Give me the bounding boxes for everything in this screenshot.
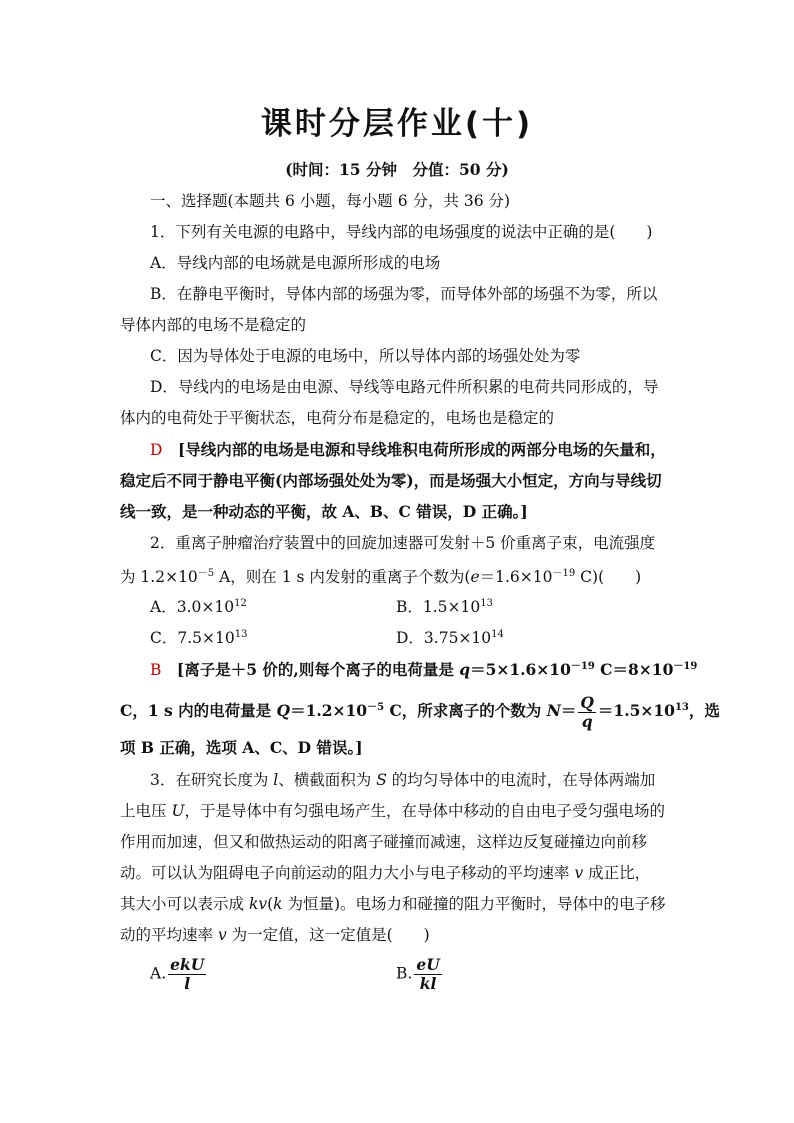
q2-explanation-line1: B [离子是＋5 价的,则每个离子的电荷量是 $q=5\times 1.6\times 10^{-19}$ $C=8\times 10^{-19}$ (150, 660, 698, 680)
q1-exp1: [导线内部的电场是电源和导线堆积电荷所形成的两部分电场的矢量和， (177, 440, 666, 459)
q2-option-a: A．$3.0\times 10^{12}$ (150, 597, 247, 616)
q1-stem: 1．下列有关电源的电路中，导线内部的电场强度的说法中正确的是( ) (150, 223, 653, 241)
q1-option-d-line2: 体内的电荷处于平衡状态，电荷分布是稳定的，电场也是稳定的 (120, 409, 555, 427)
q1-answer: D (150, 441, 163, 459)
page-title: 课时分层作业(十) (260, 106, 534, 142)
q3-stem-line4: 动。可以认为阻碍电子向前运动的阻力大小与电子移动的平均速率 v 成正比， (120, 864, 651, 882)
q3-option-a: A. $\frac{\text{ekU}}{l}$ (150, 955, 205, 993)
q2-stem-line1: 2．重离子肿瘤治疗装置中的回旋加速器可发射＋5 价重离子束，电流强度 (150, 534, 656, 552)
section-heading: 一、选择题(本题共 6 小题，每小题 6 分，共 36 分) (150, 192, 511, 210)
q1-explanation-line3: 线一致，是一种动态的平衡，故 A、B、C 错误，D 正确。] (120, 502, 528, 521)
q1-option-a: A．导线内部的电场就是电源所形成的电场 (150, 254, 441, 272)
q1-explanation-line1 (150, 440, 710, 460)
q3-option-b: B. $\frac{eU}{kl}$ (396, 955, 440, 993)
q2-option-c: C．$7.5\times 10^{13}$ (150, 628, 248, 647)
q2-answer: B (150, 661, 162, 680)
q2-option-b: B．$1.5\times 10^{13}$ (396, 597, 493, 616)
q1-option-b-line1: B．在静电平衡时，导体内部的场强为零，而导体外部的场强不为零，所以 (150, 285, 658, 303)
q2-explanation-line2: C，1 s 内的电荷量是 $Q=1.2\times 10^{-5}$ C，所求离子的个数为 N＝ $\frac{Q}{q}$ $=1.5\times 10^{13}$，选 (120, 692, 720, 731)
q2-explanation-line3: 项 B 正确，选项 A、C、D 错误。] (120, 738, 363, 757)
q3-stem-line2: 上电压 U，于是导体中有匀强电场产生，在导体中移动的自由电子受匀强电场的 (120, 802, 666, 820)
q1-option-c: C．因为导体处于电源的电场中，所以导体内部的场强处处为零 (150, 347, 581, 365)
q1-option-d-line1: D．导线内的电场是由电源、导线等电路元件所积累的电荷共同形成的，导 (150, 378, 659, 396)
q1-option-b-line2: 导体内部的电场不是稳定的 (120, 316, 307, 334)
q2-option-d: D．$3.75\times 10^{14}$ (396, 628, 504, 647)
q1-explanation-line2: 稳定后不同于静电平衡(内部场强处处为零)，而是场强大小恒定，方向与导线切 (120, 471, 662, 490)
q3-stem-line3: 作用而加速，但又和做热运动的阳离子碰撞而减速，这样边反复碰撞边向前移 (120, 833, 648, 851)
q2-stem-line2: 为 $1.2\times 10^{-5}$ A，则在 1 s 内发射的重离子个数为($e=1.6\times 10^{-19}$ C)( ) (120, 568, 642, 587)
time-score-info: (时间：15 分钟 分值：50 分) (285, 160, 509, 179)
q3-stem-line5: 其大小可以表示成 kv(k 为恒量)。电场力和碰撞的阻力平衡时，导体中的电子移 (120, 895, 666, 913)
q3-stem-line1: 3．在研究长度为 l、横截面积为 S 的均匀导体中的电流时，在导体两端加 (150, 771, 656, 789)
q2-fraction: $\frac{Q}{q}$ (580, 692, 594, 731)
q3-stem-line6: 动的平均速率 v 为一定值，这一定值是( ) (120, 926, 430, 944)
